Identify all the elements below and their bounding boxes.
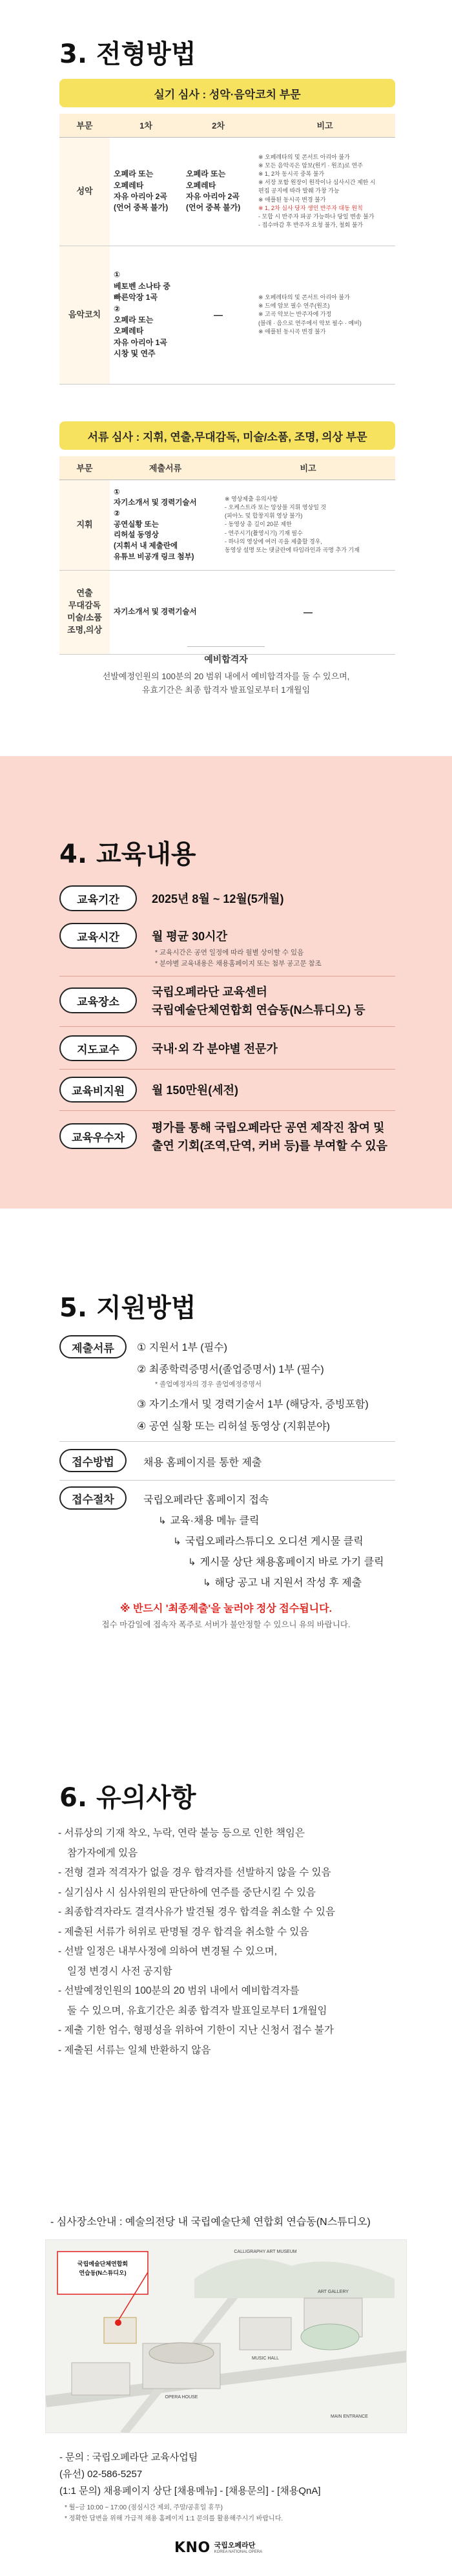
note-line: ※ 오페레타의 및 콘서트 아리아 불가 — [258, 154, 350, 161]
logo-name: 국립오페라단 — [214, 2542, 256, 2550]
cell-line: 베토벤 소나타 중 — [114, 281, 170, 291]
inquiry-line: - 문의 : 국립오페라단 교육사업팀 — [59, 2452, 198, 2463]
cell-line: 조명,의상 — [67, 624, 102, 635]
cell-line: 리허설 동영상 — [114, 531, 159, 540]
divider — [59, 1110, 395, 1111]
cell-line: ② — [114, 509, 120, 518]
section-title: 3. 전형방법 — [59, 39, 196, 69]
inquiry-block — [59, 2449, 321, 2500]
step-label: 해당 공고 내 지원서 작성 후 제출 — [214, 1578, 362, 1589]
note-line: - 동영상 총 길이 20분 제한 — [225, 521, 292, 528]
row-label: 음악코치 — [59, 246, 110, 384]
row-label: 성악 — [59, 137, 110, 246]
step-2 — [158, 1512, 259, 1527]
notes-cell — [254, 137, 395, 246]
place-line: 국립예술단체연합회 연습동(N스튜디오) 등 — [152, 1003, 365, 1017]
logo-mark: KNO — [174, 2540, 211, 2556]
col-header: 비고 — [221, 456, 395, 480]
col-header: 제출서류 — [110, 456, 221, 480]
kno-logo — [174, 2540, 262, 2556]
col-header: 1차 — [110, 114, 182, 137]
final-submit-warning: ※ 반드시 '최종제출'을 눌러야 정상 접수됩니다. — [119, 1603, 333, 1614]
col-header: 부문 — [59, 114, 110, 137]
cell-line: ① — [114, 488, 120, 496]
label-procedure: 접수절차 — [59, 1486, 127, 1510]
notes-cell — [221, 480, 395, 570]
time-note: * 교육시간은 공연 일정에 따라 월별 상이할 수 있음 — [155, 949, 304, 956]
note-line: ※ 영상제출 유의사항 — [225, 496, 278, 503]
list-item: 참가자에게 있음 — [67, 1847, 138, 1859]
note-line: (피아노 및 합창지휘 영상 불가) — [225, 512, 303, 520]
divider — [59, 1026, 395, 1027]
col-header: 비고 — [254, 114, 395, 137]
inquiry-note: * 월~금 10:00 ~ 17:00 (점심시간 제외, 주말/공휴일 휴무) — [65, 2504, 223, 2511]
cell-line: 오페라 또는 — [114, 169, 154, 179]
reserve-text: 유효기간은 최종 합격자 발표일로부터 1개월임 — [141, 685, 311, 695]
location-pin-icon — [115, 2319, 121, 2326]
list-item: 일정 변경시 사전 공지함 — [67, 1965, 172, 1977]
section-notes — [0, 1687, 452, 2576]
map-label-opera: OPERA HOUSE — [165, 2395, 198, 2400]
note-line: - 연주시기(촬영시기) 기재 필수 — [225, 529, 303, 536]
docs-cell — [110, 480, 221, 570]
doc-item: ② 최종학력증명서(졸업증명서) 1부 (필수) — [137, 1364, 324, 1375]
inquiry-online: (1:1 문의) 채용페이지 상단 [채용메뉴] - [채용문의] - [채용QnA] — [59, 2486, 321, 2497]
label-documents: 제출서류 — [59, 1335, 127, 1358]
label-place: 교육장소 — [59, 987, 137, 1013]
note-line: ※ 드에 암보 필수 연주(원조) — [258, 302, 330, 310]
note-line-highlight: ※ 1, 2차 심사 당자 생인 반주자 대동 원칙 — [258, 204, 363, 211]
step-3 — [173, 1533, 364, 1548]
round2-cell: — — [182, 246, 254, 384]
cell-line: ② — [114, 304, 121, 313]
label-time: 교육시간 — [59, 923, 137, 949]
cell-line: 빠른악장 1곡 — [114, 293, 158, 302]
table-row — [59, 480, 395, 570]
section-education — [0, 756, 452, 1209]
location-line: - 심사장소안내 : 예술의전당 내 국립예술단체 연합회 연습동(N스튜디오) — [50, 2217, 371, 2228]
doc-item: ④ 공연 실황 또는 리허설 동영상 (지휘분야) — [137, 1421, 330, 1432]
section-application — [0, 1209, 452, 1687]
label-method: 접수방법 — [59, 1449, 127, 1472]
cell-line: 자기소개서 및 경력기술서 — [114, 499, 197, 507]
fee-value: 월 150만원(세전) — [152, 1084, 238, 1097]
step-label: 국립오페라스튜디오 오디션 게시물 클릭 — [185, 1536, 364, 1547]
document-exam-table — [59, 456, 395, 655]
divider — [187, 646, 265, 647]
section-title: 5. 지원방법 — [59, 1293, 196, 1323]
place-value — [152, 984, 365, 1020]
map-label-gallery: ART GALLERY — [318, 2290, 349, 2294]
step-5 — [203, 1574, 362, 1589]
section-title: 6. 유의사항 — [59, 1783, 196, 1813]
cell-line: (언어 중복 불가) — [114, 203, 169, 213]
table-row — [59, 246, 395, 384]
cell-line: 시창 및 연주 — [114, 349, 156, 359]
note-line: ※ 모든 음악곡은 암보(원키 · 원조)로 연주 — [258, 162, 363, 169]
notes-cell — [254, 246, 395, 384]
cell-line: 오페라 또는 — [186, 169, 226, 179]
doc-item: ① 지원서 1부 (필수) — [137, 1342, 227, 1353]
map-label-entrance: MAIN ENTRANCE — [331, 2414, 368, 2419]
divider — [59, 1069, 395, 1070]
list-item: - 제출 기한 엄수, 형평성을 위하여 기한이 지난 신청서 접수 불가 — [58, 2025, 334, 2036]
round2-cell — [182, 137, 254, 246]
cell-line: 오페레타 — [186, 180, 216, 190]
cell-line: 오페레타 — [114, 326, 144, 336]
round1-cell — [110, 137, 182, 246]
list-item: - 선발 일정은 내부사정에 의하여 변경될 수 있으며, — [58, 1946, 278, 1957]
instructor-value: 국내·외 각 분야별 전문가 — [152, 1042, 278, 1055]
arrow-icon: ↳ — [173, 1536, 181, 1547]
cell-line: 자유 아리아 1곡 — [114, 337, 167, 347]
col-header: 부문 — [59, 456, 110, 480]
map-label-music: MUSIC HALL — [251, 2356, 280, 2361]
table-row — [59, 570, 395, 654]
step-4 — [188, 1554, 384, 1568]
cell-line: 자유 아리아 2곡 — [114, 192, 167, 201]
divider — [59, 1480, 395, 1481]
label-period: 교육기간 — [59, 885, 137, 911]
note-line: 동영상 설명 또는 댓글란에 타임라인과 곡명 추가 기재 — [225, 546, 360, 553]
cell-line: 오페레타 — [114, 180, 144, 190]
list-item: - 실기심사 시 심사위원의 판단하에 연주를 중단시킬 수 있음 — [58, 1886, 316, 1898]
server-warning: 접수 마감일에 접속자 폭주로 서버가 불안정할 수 있으니 유의 바랍니다. — [101, 1620, 351, 1629]
list-item: - 서류상의 기재 착오, 누락, 연락 불능 등으로 인한 책임은 — [58, 1828, 305, 1839]
table-row — [59, 137, 395, 246]
logo-text — [214, 2542, 262, 2553]
label-instructor: 지도교수 — [59, 1035, 137, 1061]
step-label: 교육·채용 메뉴 클릭 — [170, 1515, 260, 1526]
row-label — [59, 570, 110, 654]
list-item: - 선발예정인원의 100분의 20 범위 내에서 예비합격자를 — [58, 1985, 300, 1996]
reserve-text: 선발예정인원의 100분의 20 범위 내에서 예비합격자를 둘 수 있으며, — [102, 671, 350, 681]
divider — [59, 976, 395, 977]
period-value: 2025년 8월 ~ 12월(5개월) — [152, 892, 284, 905]
note-line: ※ 1, 2차 동시곡 중복 불가 — [258, 171, 325, 178]
notes-cell: — — [221, 570, 395, 654]
note-line: - 모합 시 반주자 파공 가능하나 당일 변송 불가 — [258, 213, 375, 220]
note-line: - 오케스트라 또는 앙상블 지휘 영상일 것 — [225, 504, 327, 511]
note-line: ※ 서장 포함 원장이 원작이나 심사시간 제한 시 — [258, 179, 376, 186]
note-line: ※ 고곡 악보는 반주자에 가정 — [258, 311, 332, 318]
excellence-line: 출연 기회(조역,단역, 커버 등)를 부여할 수 있음 — [152, 1139, 387, 1152]
cell-line: (지휘서 내 제출란에 — [114, 542, 178, 550]
note-line: ※ 오페레타의 및 콘서트 아리아 불가 — [258, 294, 350, 301]
step-1: 국립오페라단 홈페이지 접속 — [143, 1495, 269, 1506]
inquiry-note: * 정확한 답변을 위해 가급적 채용 홈페이지 1:1 문의를 활용해주시기 바랍니다. — [65, 2515, 283, 2522]
doc-item: ③ 자기소개서 및 경력기술서 1부 (해당자, 증빙포함) — [137, 1399, 369, 1410]
notes-list — [58, 1824, 407, 2060]
arrow-icon: ↳ — [158, 1515, 167, 1526]
doc-note: * 졸업예정자의 경우 졸업예정증명서 — [155, 1380, 262, 1388]
label-fee: 교육비지원 — [59, 1077, 137, 1103]
divider — [59, 1441, 395, 1442]
excellence-value — [152, 1119, 387, 1156]
note-line: ※ 애플된 동시곡 변경 불가 — [258, 196, 326, 203]
venue-map — [45, 2239, 407, 2433]
arrow-icon: ↳ — [188, 1557, 196, 1568]
cell-line: 유튜브 비공개 링크 첨부) — [114, 553, 194, 561]
map-box-title: 연습동(N스튜디오) — [79, 2270, 127, 2276]
list-item: - 제출된 서류가 허위로 판명될 경우 합격을 취소할 수 있음 — [58, 1926, 309, 1937]
inquiry-phone: (유선) 02-586-5257 — [59, 2469, 143, 2480]
list-item: - 전형 결과 적격자가 없을 경우 합격자를 선발하지 않을 수 있음 — [58, 1867, 331, 1878]
section-selection-method — [0, 0, 452, 698]
note-line: ※ 애플된 동시곡 변경 불가 — [258, 328, 326, 335]
excellence-line: 평가를 통해 국립오페라단 공연 제작진 참여 및 — [152, 1121, 385, 1134]
inquiry-notes — [65, 2502, 283, 2524]
reserve-title: 예비합격자 — [204, 654, 248, 664]
note-line: - 접수마감 후 반주자 요청 불가, 철회 불가 — [258, 221, 364, 228]
place-line: 국립오페라단 교육센터 — [152, 986, 267, 998]
note-line: - 하나의 영상에 여러 곡을 제출할 경우, — [225, 538, 322, 545]
practical-exam-table — [59, 114, 395, 385]
cell-line: ① — [114, 270, 121, 280]
row-label: 지휘 — [59, 480, 110, 570]
cell-line: 연출 — [76, 588, 93, 598]
label-excellence: 교육우수자 — [59, 1123, 137, 1149]
logo-sub: KOREA NATIONAL OPERA — [214, 2550, 263, 2554]
docs-cell: 자기소개서 및 경력기술서 — [110, 570, 221, 654]
col-header: 2차 — [182, 114, 254, 137]
venue-map-illustration — [46, 2240, 407, 2433]
arrow-icon: ↳ — [203, 1578, 211, 1589]
time-value: 월 평균 30시간 — [152, 930, 227, 943]
cell-line: 자유 아리아 2곡 — [186, 192, 240, 201]
note-line: (블래 · 음으로 연주에서 악보 필수 · 예비) — [258, 319, 362, 326]
list-item: 둘 수 있으며, 유효기간은 최종 합격자 발표일로부터 1개월임 — [67, 2005, 327, 2016]
cell-line: 공연실황 또는 — [114, 520, 159, 529]
list-item: - 최종합격자라도 결격사유가 발견될 경우 합격을 취소할 수 있음 — [58, 1906, 335, 1917]
step-label: 게시물 상단 채용홈페이지 바로 가기 클릭 — [200, 1557, 384, 1568]
cell-line: 미술/소품 — [67, 613, 102, 622]
map-label-calligraphy: CALLIGRAPHY ART MUSEUM — [234, 2250, 297, 2254]
section-title: 4. 교육내용 — [59, 839, 196, 869]
cell-line: 오페라 또는 — [114, 315, 154, 324]
list-item: - 제출된 서류는 일체 반환하지 않음 — [58, 2044, 211, 2056]
method-value: 채용 홈페이지를 통한 제출 — [143, 1457, 262, 1468]
time-note: * 분야별 교육내용은 채용홈페이지 또는 첨부 공고문 참조 — [155, 960, 322, 967]
practical-exam-bar: 실기 심사 : 성악·음악코치 부문 — [59, 79, 395, 107]
note-line: 편집 공지에 따라 발췌 가창 가능 — [258, 187, 340, 195]
map-box-title: 국립예술단체연합회 — [77, 2261, 128, 2267]
round1-cell — [110, 246, 182, 384]
cell-line: (언어 중복 불가) — [186, 203, 241, 213]
cell-line: 무대감독 — [68, 600, 101, 611]
document-exam-bar: 서류 심사 : 지휘, 연출,무대감독, 미술/소품, 조명, 의상 부문 — [59, 421, 395, 450]
